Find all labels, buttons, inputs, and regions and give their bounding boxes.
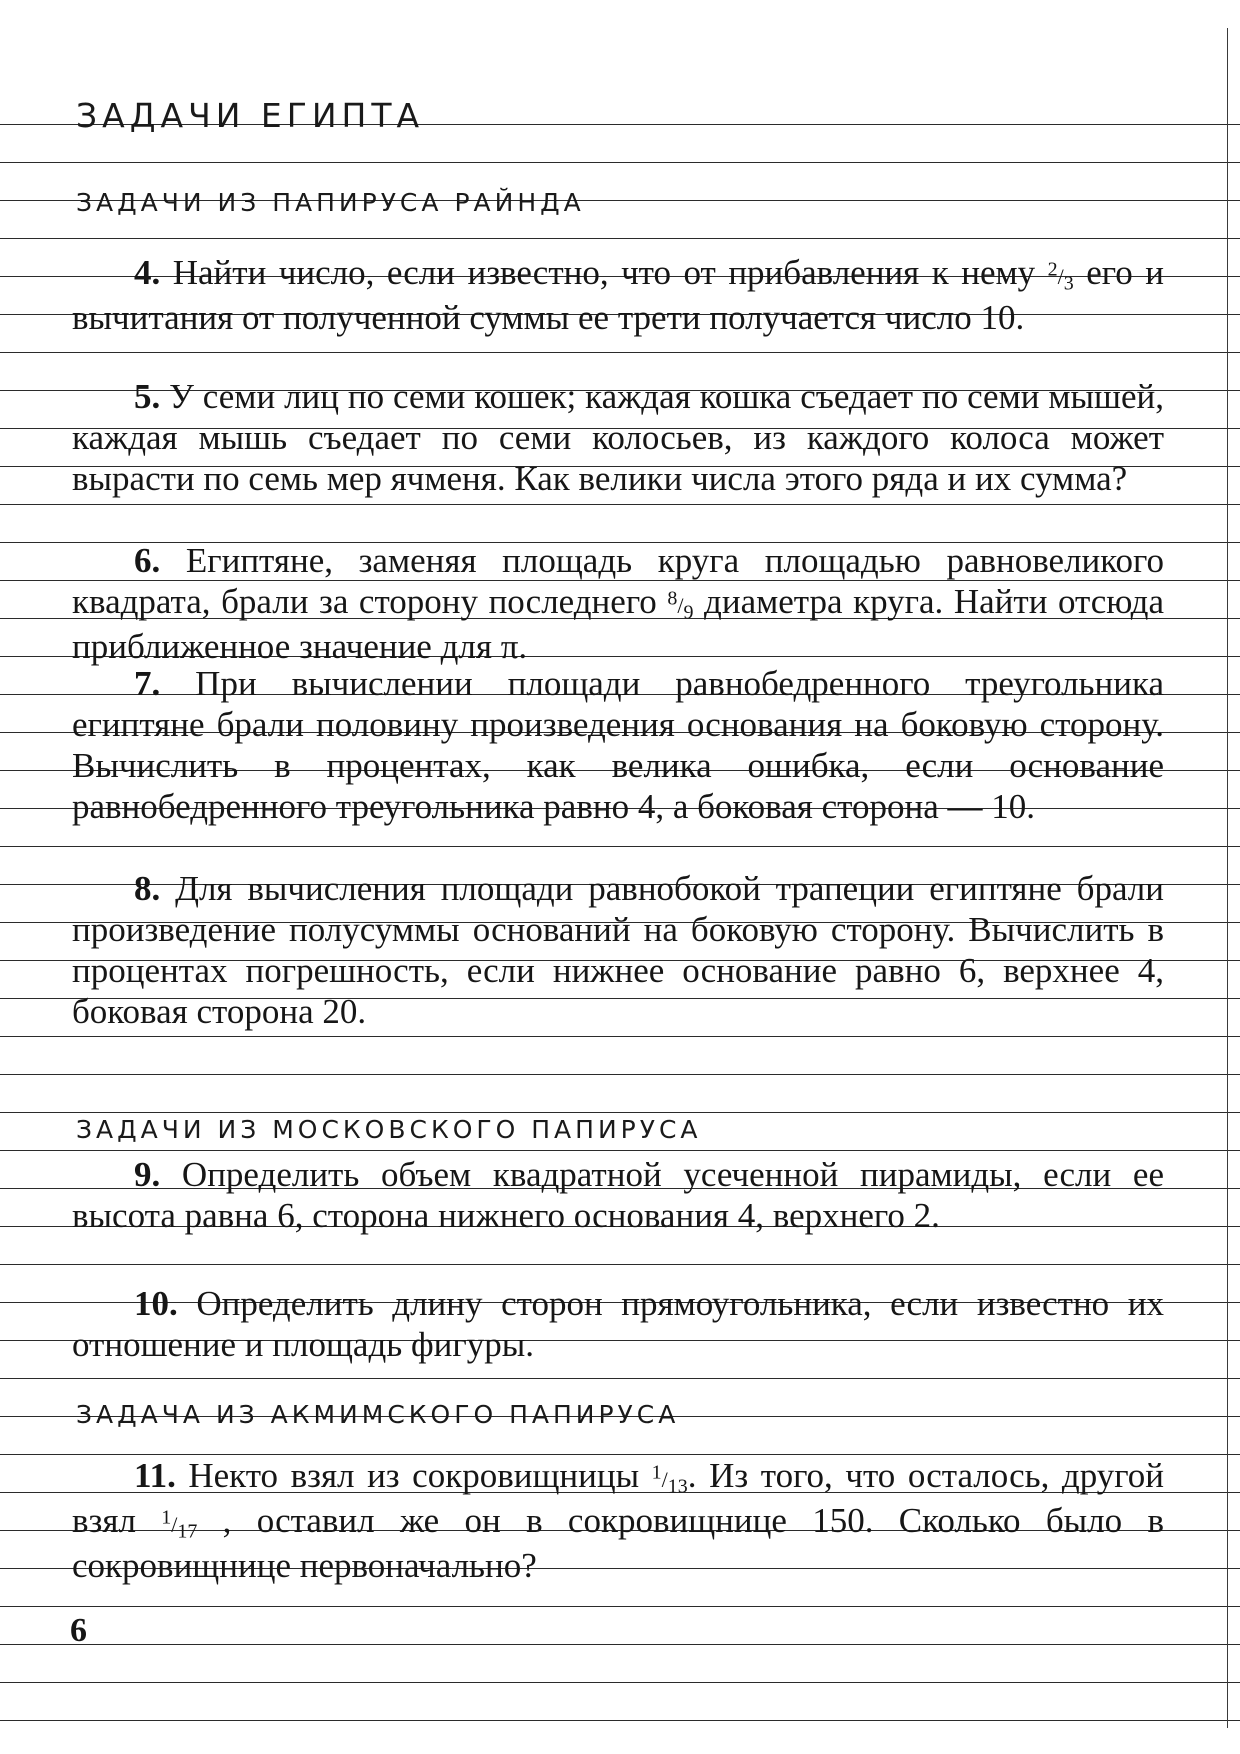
ruled-line xyxy=(0,1036,1240,1037)
problem-7 xyxy=(72,663,1164,827)
ruled-line xyxy=(0,504,1240,505)
problem-text: Определить длину сторон прямоугольника, если известно их отношение и площадь фигуры. xyxy=(72,1284,1164,1364)
problem-8 xyxy=(72,868,1164,1032)
ruled-line xyxy=(0,1150,1240,1151)
page-edge-line xyxy=(1227,28,1228,1728)
problem-5 xyxy=(72,376,1164,499)
ruled-line xyxy=(0,1112,1240,1113)
problem-4 xyxy=(72,252,1164,338)
page-number: 6 xyxy=(70,1612,87,1649)
ruled-line xyxy=(0,238,1240,239)
ruled-line xyxy=(0,1074,1240,1075)
ruled-line xyxy=(0,846,1240,847)
ruled-line xyxy=(0,352,1240,353)
fraction-eight-ninths: $^8/_9$ xyxy=(667,587,694,624)
fraction-denominator: 13 xyxy=(667,1475,688,1498)
ruled-line xyxy=(0,1606,1240,1607)
page-title: ЗАДАЧИ ЕГИПТА xyxy=(76,96,425,135)
problem-text: При вычислении площади равнобедренного треугольника египтяне брали половину произведения основания на боковую сторону. Вычислить в процентах, как велика ошибка, если основание равнобедренного треугольника равно 4, а боковая сторона — 10. xyxy=(72,664,1164,826)
problem-number: 5. xyxy=(134,377,161,416)
ruled-line xyxy=(0,162,1240,163)
problem-text: диаметра круга. Найти отсюда приближенное значение для π. xyxy=(72,582,1164,666)
ruled-line xyxy=(0,1720,1240,1721)
problem-text: его и вычитания от полученной суммы ее трети получается число 10. xyxy=(72,253,1165,337)
fraction-numerator: 2 xyxy=(1047,258,1058,281)
fraction-denominator: 17 xyxy=(177,1520,198,1543)
section-title-moscow: ЗАДАЧИ ИЗ МОСКОВСКОГО ПАПИРУСА xyxy=(76,1115,702,1144)
problem-number: 4. xyxy=(134,253,161,292)
ruled-line xyxy=(0,1378,1240,1379)
section-title-rhind: ЗАДАЧИ ИЗ ПАПИРУСА РАЙНДА xyxy=(76,188,585,217)
fraction-numerator: 8 xyxy=(667,587,678,610)
problem-number: 10. xyxy=(134,1284,178,1323)
problem-number: 8. xyxy=(134,869,161,908)
problem-number: 11. xyxy=(134,1456,176,1495)
problem-number: 9. xyxy=(134,1155,161,1194)
ruled-line xyxy=(0,1682,1240,1683)
problem-10 xyxy=(72,1283,1164,1365)
problem-9 xyxy=(72,1154,1164,1236)
fraction-two-thirds: $^2/_3$ xyxy=(1047,258,1074,295)
fraction-denominator: 9 xyxy=(683,601,694,624)
problem-text: . Из того, что осталось, другой взял xyxy=(72,1456,1164,1540)
problem-text: , оставил же он в сокровищнице 150. Сколько было в сокровищнице первоначально? xyxy=(72,1501,1164,1585)
fraction-numerator: 1 xyxy=(651,1461,662,1484)
section-title-akhmim: ЗАДАЧА ИЗ АКМИМСКОГО ПАПИРУСА xyxy=(76,1400,680,1429)
problem-11 xyxy=(72,1455,1164,1586)
problem-text: Некто взял из сокровищницы xyxy=(175,1456,652,1495)
problem-text: Египтяне, заменяя площадь круга площадью равновеликого квадрата, брали за сторону последнего xyxy=(72,541,1164,621)
problem-text: Определить объем квадратной усеченной пирамиды, если ее высота равна 6, сторона нижнего основания 4, верхнего 2. xyxy=(72,1155,1164,1235)
fraction-one-thirteenth: $^1/_{13}$ xyxy=(651,1461,688,1498)
fraction-numerator: 1 xyxy=(161,1506,172,1529)
problem-number: 6. xyxy=(134,541,161,580)
problem-number: 7. xyxy=(134,664,161,703)
problem-text: Для вычисления площади равнобокой трапеции египтяне брали произведение полусуммы оснований на боковую сторону. Вычислить в процентах погрешность, если нижнее основание равно 6, верхнее 4, боковая сторона 20. xyxy=(72,869,1164,1031)
fraction-one-seventeenth: $^1/_{17}$ xyxy=(161,1506,198,1543)
problem-text: Найти число, если известно, что от прибавления к нему xyxy=(160,253,1048,292)
ruled-line xyxy=(0,1264,1240,1265)
problem-6 xyxy=(72,540,1164,667)
ruled-line xyxy=(0,1644,1240,1645)
problem-text: У семи лиц по семи кошек; каждая кошка съедает по семи мышей, каждая мышь съедает по семи колосьев, из каждого колоса может вырасти по семь мер ячменя. Как велики числа этого ряда и их сумма? xyxy=(72,377,1164,498)
fraction-denominator: 3 xyxy=(1063,272,1074,295)
